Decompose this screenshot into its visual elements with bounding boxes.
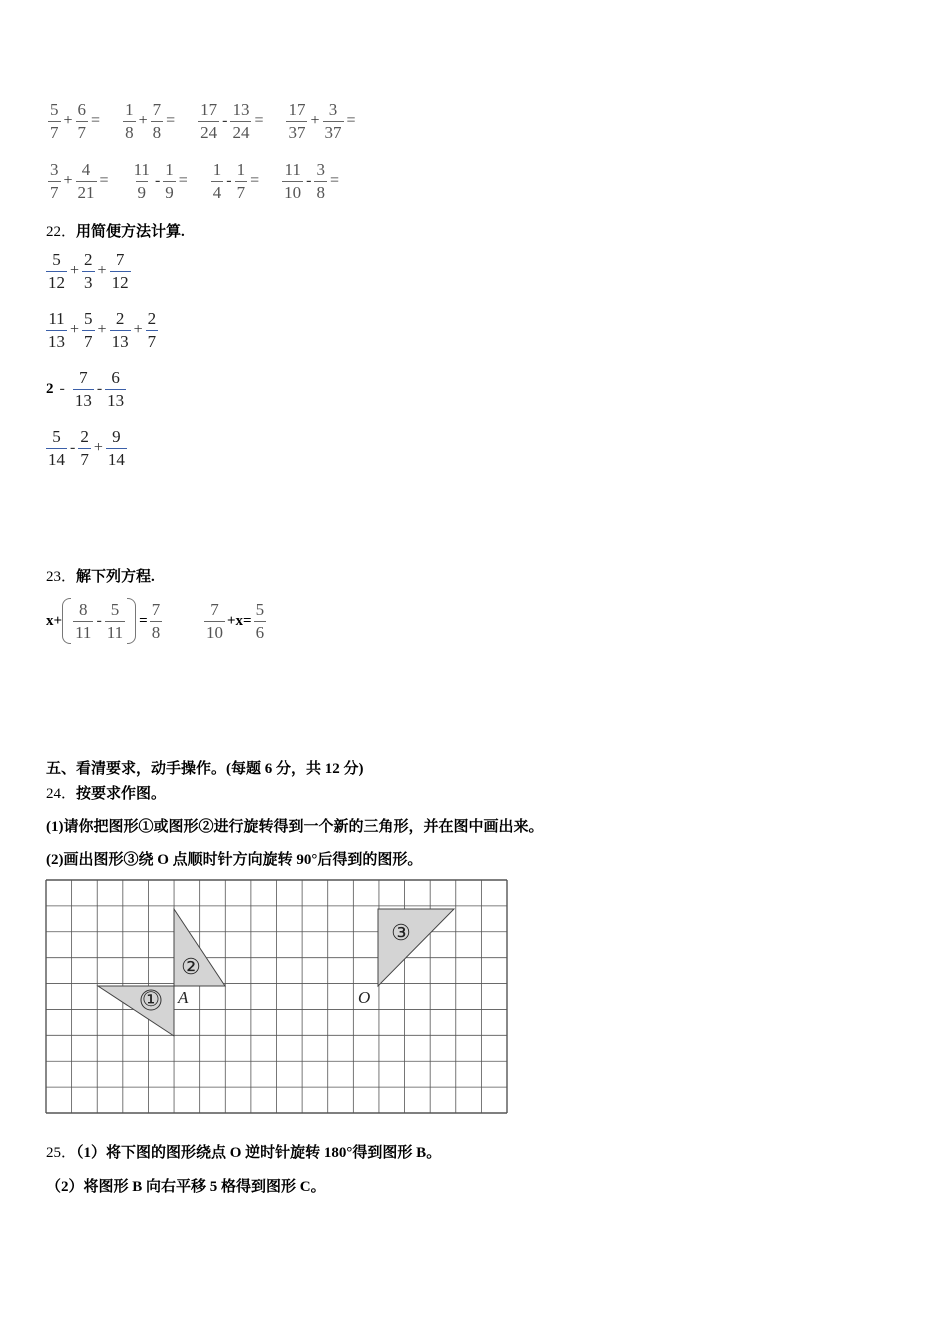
q24-instruction-2: (2)画出图形③绕 O 点顺时针方向旋转 90°后得到的图形。	[46, 852, 423, 868]
shape-1-label: ①	[142, 987, 160, 1011]
q24-grid-figure	[45, 879, 509, 1115]
q22-expr-4: $\frac{5}{14}$ - $\frac{2}{7}$ + $\frac{9}{14}$	[48, 427, 125, 469]
q23-heading: 23．解下列方程.	[46, 569, 155, 585]
right-paren	[127, 598, 136, 644]
q22-expr-3: 2 - $\frac{7}{13}$ - $\frac{6}{13}$	[46, 368, 125, 410]
calc-item: $\frac{1}{4}$ - $\frac{1}{7}$ =	[212, 160, 260, 202]
calc-item: $\frac{17}{24}$ - $\frac{13}{24}$ =	[200, 100, 264, 142]
calc-row-2	[46, 160, 360, 202]
q24-heading: 24．按要求作图。	[46, 786, 167, 802]
calc-item: $\frac{3}{7}$ + $\frac{4}{21}$ =	[50, 160, 109, 202]
q25-instruction-2: （2）将图形 B 向右平移 5 格得到图形 C。	[46, 1179, 326, 1195]
shape-3-label: ③	[391, 921, 411, 946]
point-o-label: O	[358, 988, 371, 1007]
calc-item: $\frac{5}{7}$ + $\frac{6}{7}$ =	[50, 100, 101, 142]
section-5-heading: 五、看清要求，动手操作。(每题 6 分，共 12 分)	[46, 761, 364, 777]
q24-instruction-1: (1)请你把图形①或图形②进行旋转得到一个新的三角形，并在图中画出来。	[46, 819, 544, 835]
point-a-label: A	[178, 988, 189, 1007]
calc-item: $\frac{11}{9}$ - $\frac{1}{9}$ =	[133, 160, 188, 202]
q23-equation-2: $\frac{7}{10}$ +x= $\frac{5}{6}$	[206, 600, 265, 642]
shape-1-triangle	[98, 986, 174, 1036]
q23-equation-1: x+ $\frac{8}{11}$ - $\frac{5}{11}$ = $\frac{7}{8}$	[46, 598, 164, 644]
calc-item: $\frac{17}{37}$ + $\frac{3}{37}$ =	[288, 100, 356, 142]
q22-expr-2: $\frac{11}{13}$ + $\frac{5}{7}$ + $\frac{2}{13}$ + $\frac{2}{7}$	[48, 309, 157, 351]
left-paren	[62, 598, 71, 644]
q22-expr-1: $\frac{5}{12}$ + $\frac{2}{3}$ + $\frac{7}{12}$	[48, 250, 129, 292]
q25-instruction-1: 25．（1）将下图的图形绕点 O 逆时针旋转 180°得到图形 B。	[46, 1145, 442, 1161]
shape-2-label: ②	[181, 955, 201, 980]
calc-row-1	[46, 100, 377, 142]
calc-item: $\frac{11}{10}$ - $\frac{3}{8}$ =	[284, 160, 340, 202]
q22-heading: 22．用简便方法计算.	[46, 224, 185, 240]
shape-1-label-group	[141, 987, 161, 1011]
shape-3-triangle	[378, 909, 454, 986]
calc-item: $\frac{1}{8}$ + $\frac{7}{8}$ =	[125, 100, 176, 142]
